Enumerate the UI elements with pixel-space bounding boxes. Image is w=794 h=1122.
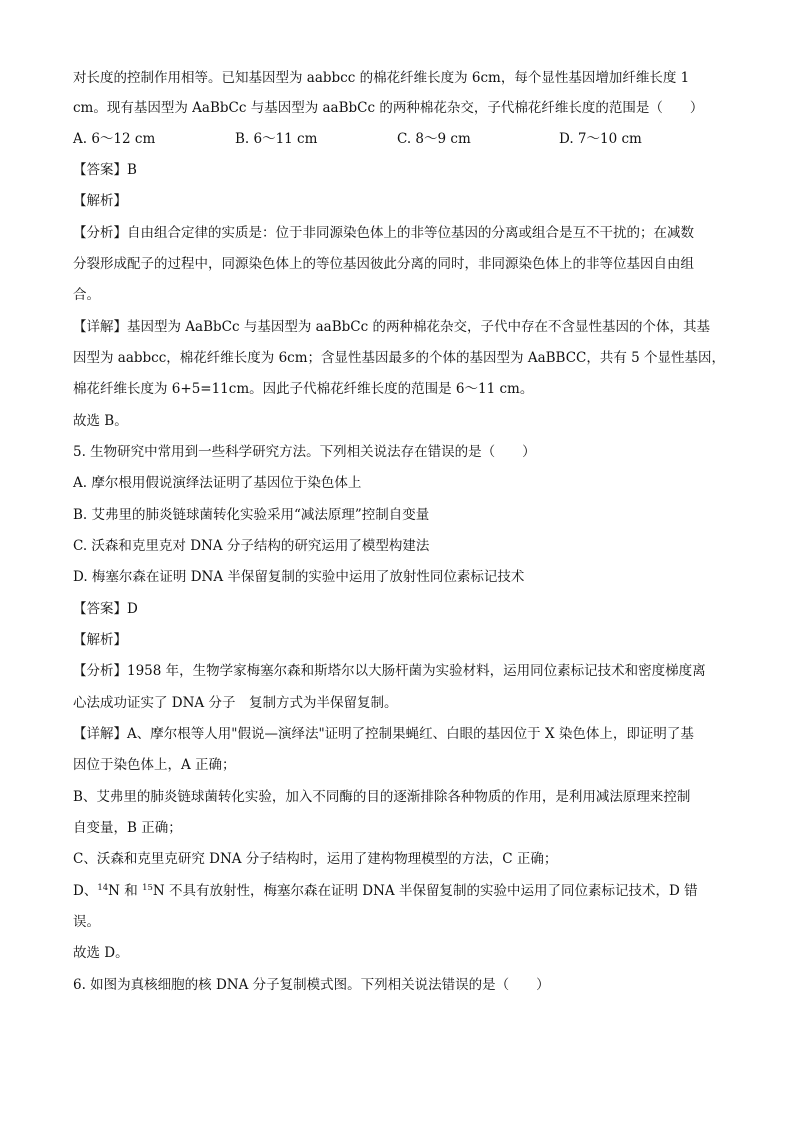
q5-b-line: 自变量，B 正确； bbox=[73, 820, 182, 836]
q4-option-c: C. 8～9 cm bbox=[397, 131, 471, 147]
q4-fenxi-line: 合。 bbox=[73, 287, 100, 303]
q4-stem-line: 对长度的控制作用相等。已知基因型为 aabbcc 的棉花纤维长度为 6cm，每个显性基因增加纤维长度 1 bbox=[73, 70, 690, 86]
q4-conclusion: 故选 B。 bbox=[73, 413, 128, 429]
q4-xiangjie-line: 棉花纤维长度为 6+5=11cm。因此子代棉花纤维长度的范围是 6～11 cm。 bbox=[73, 381, 534, 397]
q5-conclusion: 故选 D。 bbox=[73, 945, 129, 961]
isotope-14-superscript: 14 bbox=[97, 883, 109, 893]
q4-fenxi-line: 【分析】自由组合定律的实质是：位于非同源染色体上的非等位基因的分离或组合是互不干扰的；在减数 bbox=[73, 225, 694, 241]
q4-option-a: A. 6～12 cm bbox=[73, 131, 156, 147]
q5-option-d: D. 梅塞尔森在证明 DNA 半保留复制的实验中运用了放射性同位素标记技术 bbox=[73, 569, 525, 585]
q5-d-line bbox=[73, 882, 698, 900]
d-n1: N 和 bbox=[108, 883, 143, 899]
q5-option-a: A. 摩尔根用假说演绎法证明了基因位于染色体上 bbox=[73, 475, 362, 491]
q5-analysis-label: 【解析】 bbox=[73, 632, 127, 648]
q5-option-b: B. 艾弗里的肺炎链球菌转化实验采用“减法原理”控制自变量 bbox=[73, 507, 430, 523]
q5-xiangjie-line: 因位于染色体上，A 正确； bbox=[73, 757, 236, 773]
q4-fenxi-line: 分裂形成配子的过程中，同源染色体上的等位基因彼此分离的同时，非同源染色体上的非等位基因自由组 bbox=[73, 256, 694, 272]
q4-answer: 【答案】B bbox=[73, 162, 137, 178]
q5-fenxi-line: 【分析】1958 年，生物学家梅塞尔森和斯塔尔以大肠杆菌为实验材料，运用同位素标记技术和密度梯度离 bbox=[73, 663, 706, 679]
q5-c-line: C、沃森和克里克研究 DNA 分子结构时，运用了建构物理模型的方法，C 正确； bbox=[73, 851, 558, 867]
q5-b-line: B、艾弗里的肺炎链球菌转化实验，加入不同酶的目的逐渐排除各种物质的作用，是利用减法原理来控制 bbox=[73, 789, 691, 805]
q4-option-b: B. 6～11 cm bbox=[235, 131, 318, 147]
q4-stem-line: cm。现有基因型为 AaBbCc 与基因型为 aaBbCc 的两种棉花杂交，子代棉花纤维长度的范围是（ ） bbox=[73, 100, 704, 116]
q5-fenxi-line: 心法成功证实了 DNA 分子 复制方式为半保留复制。 bbox=[73, 695, 398, 711]
q5-d-line2: 误。 bbox=[73, 914, 100, 930]
q4-xiangjie-line: 因型为 aabbcc，棉花纤维长度为 6cm；含显性基因最多的个体的基因型为 AaBBCC，共有 5 个显性基因， bbox=[73, 350, 726, 366]
isotope-15-superscript: 15 bbox=[142, 883, 153, 893]
q5-answer: 【答案】D bbox=[73, 601, 138, 617]
q5-option-c: C. 沃森和克里克对 DNA 分子结构的研究运用了模型构建法 bbox=[73, 538, 430, 554]
q6-stem: 6. 如图为真核细胞的核 DNA 分子复制模式图。下列相关说法错误的是（ ） bbox=[73, 977, 550, 993]
q5-stem: 5. 生物研究中常用到一些科学研究方法。下列相关说法存在错误的是（ ） bbox=[73, 444, 536, 460]
d-prefix: D、 bbox=[73, 883, 98, 899]
q4-analysis-label: 【解析】 bbox=[73, 193, 127, 209]
d-rest: N 不具有放射性，梅塞尔森在证明 DNA 半保留复制的实验中运用了同位素标记技术，D 错 bbox=[152, 883, 698, 899]
q4-option-d: D. 7～10 cm bbox=[559, 131, 642, 147]
q4-xiangjie-line: 【详解】基因型为 AaBbCc 与基因型为 aaBbCc 的两种棉花杂交，子代中存在不含显性基因的个体，其基 bbox=[73, 319, 710, 335]
q5-xiangjie-line: 【详解】A、摩尔根等人用"假说—演绎法"证明了控制果蝇红、白眼的基因位于 X 染色体上，即证明了基 bbox=[73, 726, 694, 742]
